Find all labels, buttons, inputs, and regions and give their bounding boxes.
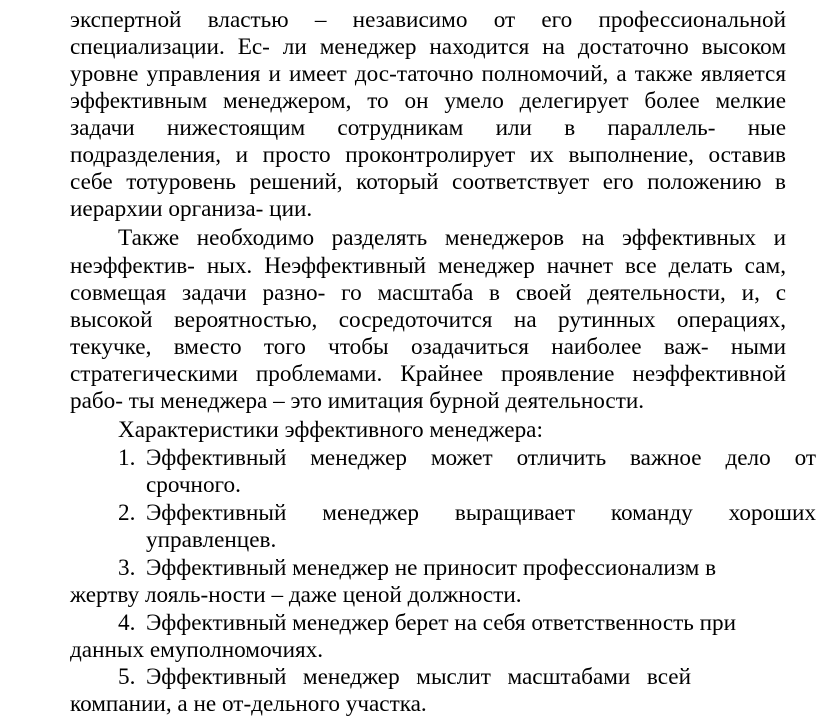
list-number: 4. xyxy=(118,610,136,636)
text-line: совмещая задачи разно- го масштаба в своей деятельности, и, с xyxy=(70,280,786,306)
list-item-text: управленцев. xyxy=(146,527,277,553)
list-item-text: жертву лояль-ности – даже ценой должности. xyxy=(70,582,522,608)
list-number: 1. xyxy=(118,445,136,471)
text-line: стратегическими проблемами. Крайнее проявление неэффективной xyxy=(70,361,786,387)
list-heading: Характеристики эффективного менеджера: xyxy=(118,417,543,443)
list-item-text: срочного. xyxy=(146,472,241,498)
text-line: себе тотуровень решений, который соответствует его положению в xyxy=(70,169,786,195)
text-line: экспертной властью – независимо от его профессиональной xyxy=(70,7,786,33)
text-line: рабо- ты менеджера – это имитация бурной деятельности. xyxy=(70,388,645,414)
list-item-text: Эффективный менеджер выращивает команду хороших xyxy=(146,500,816,526)
text-line: высокой вероятностью, сосредоточится на рутинных операциях, xyxy=(70,307,786,333)
list-item-text: Эффективный менеджер может отличить важное дело от xyxy=(146,445,816,471)
list-item-text: Эффективный менеджер мыслит масштабами всей xyxy=(146,664,691,690)
text-line: текучке, вместо того чтобы озадачиться наиболее важ- ными xyxy=(70,334,786,360)
text-line: специализации. Ес- ли менеджер находится на достаточно высоком xyxy=(70,34,786,60)
text-line: неэффектив- ных. Неэффективный менеджер начнет все делать сам, xyxy=(70,253,786,279)
text-line: эффективным менеджером, то он умело делегирует более мелкие xyxy=(70,88,786,114)
list-number: 5. xyxy=(118,664,136,690)
text-line: задачи нижестоящим сотрудникам или в параллель- ные xyxy=(70,115,786,141)
list-item-text: данных емуполномочиях. xyxy=(70,637,324,663)
text-line: уровне управления и имеет дос-таточно полномочий, а также является xyxy=(70,61,786,87)
list-item-text: Эффективный менеджер берет на себя ответственность при xyxy=(146,610,737,636)
text-line: подразделения, и просто проконтролирует их выполнение, оставив xyxy=(70,142,786,168)
list-number: 3. xyxy=(118,555,136,581)
list-item-text: Эффективный менеджер не приносит профессионализм в xyxy=(146,555,717,581)
list-item-text: компании, а не от-дельного участка. xyxy=(70,691,427,717)
text-line: Также необходимо разделять менеджеров на эффективных и xyxy=(118,225,786,251)
text-line: иерархии организа- ции. xyxy=(70,196,313,222)
list-number: 2. xyxy=(118,500,136,526)
